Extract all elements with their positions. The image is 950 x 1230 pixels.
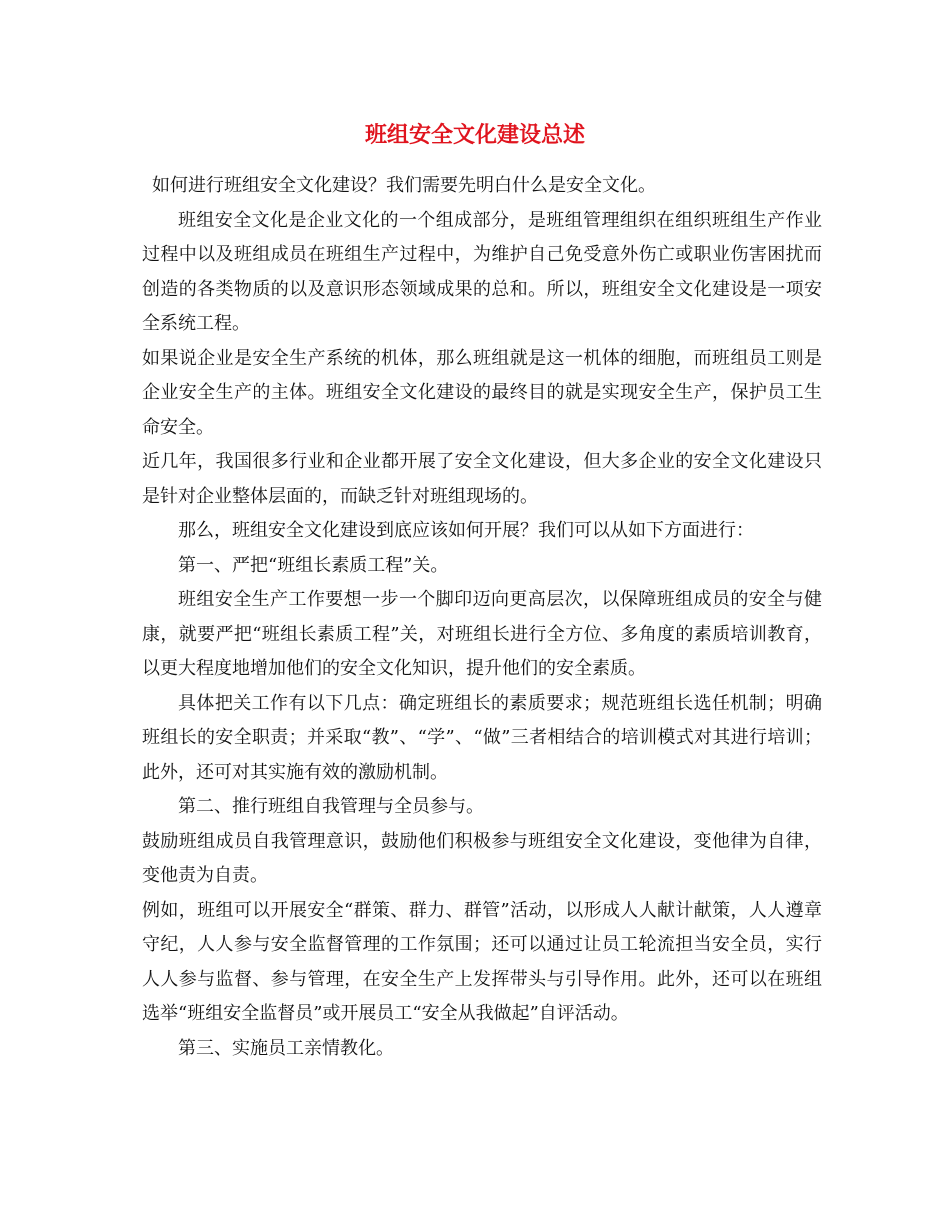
paragraph-second-detail: 鼓励班组成员自我管理意识，鼓励他们积极参与班组安全文化建设，变他律为自律，变他责为自责。 bbox=[142, 830, 822, 886]
paragraph-organism: 如果说企业是安全生产系统的机体，那么班组就是这一机体的细胞，而班组员工则是企业安全生产的主体。班组安全文化建设的最终目的就是实现安全生产，保护员工生命安全。 bbox=[142, 347, 822, 438]
paragraph-intro: 如何进行班组安全文化建设？我们需要先明白什么是安全文化。 bbox=[152, 175, 656, 196]
document-title: 班组安全文化建设总述 bbox=[364, 122, 585, 148]
heading-first: 第一、严把“班组长素质工程”关。 bbox=[178, 554, 449, 576]
paragraph-definition: 班组安全文化是企业文化的一个组成部分，是班组管理组织在组织班组生产作业过程中以及班组成员在班组生产过程中，为维护自己免受意外伤亡或职业伤害困扰而创造的各类物质的以及意识形态领域成果的总和。所以，班组安全文化建设是一项安全系统工程。 bbox=[142, 209, 822, 334]
paragraph-first-points: 具体把关工作有以下几点：确定班组长的素质要求；规范班组长选任机制；明确班组长的安全职责；并采取“教”、“学”、“做”三者相结合的培训模式对其进行培训；此外，还可对其实施有效的激励机制。 bbox=[142, 692, 822, 783]
document-body bbox=[142, 169, 822, 1066]
paragraph-second-example: 例如，班组可以开展安全“群策、群力、群管”活动，以形成人人献计献策，人人遵章守纪，人人参与安全监督管理的工作氛围；还可以通过让员工轮流担当安全员，实行人人参与监督、参与管理，在安全生产上发挥带头与引导作用。此外，还可以在班组选举“班组安全监督员”或开展员工“安全从我做起”自评活动。 bbox=[142, 899, 822, 1024]
paragraph-how-to: 那么，班组安全文化建设到底应该如何开展？我们可以从如下方面进行： bbox=[178, 520, 754, 541]
paragraph-recent-years: 近几年，我国很多行业和企业都开展了安全文化建设，但大多企业的安全文化建设只是针对企业整体层面的，而缺乏针对班组现场的。 bbox=[142, 451, 822, 507]
heading-third: 第三、实施员工亲情教化。 bbox=[178, 1037, 394, 1059]
paragraph-first-detail: 班组安全生产工作要想一步一个脚印迈向更高层次，以保障班组成员的安全与健康，就要严把“班组长素质工程”关，对班组长进行全方位、多角度的素质培训教育，以更大程度地增加他们的安全文化知识，提升他们的安全素质。 bbox=[142, 589, 822, 679]
heading-second: 第二、推行班组自我管理与全员参与。 bbox=[178, 796, 484, 817]
